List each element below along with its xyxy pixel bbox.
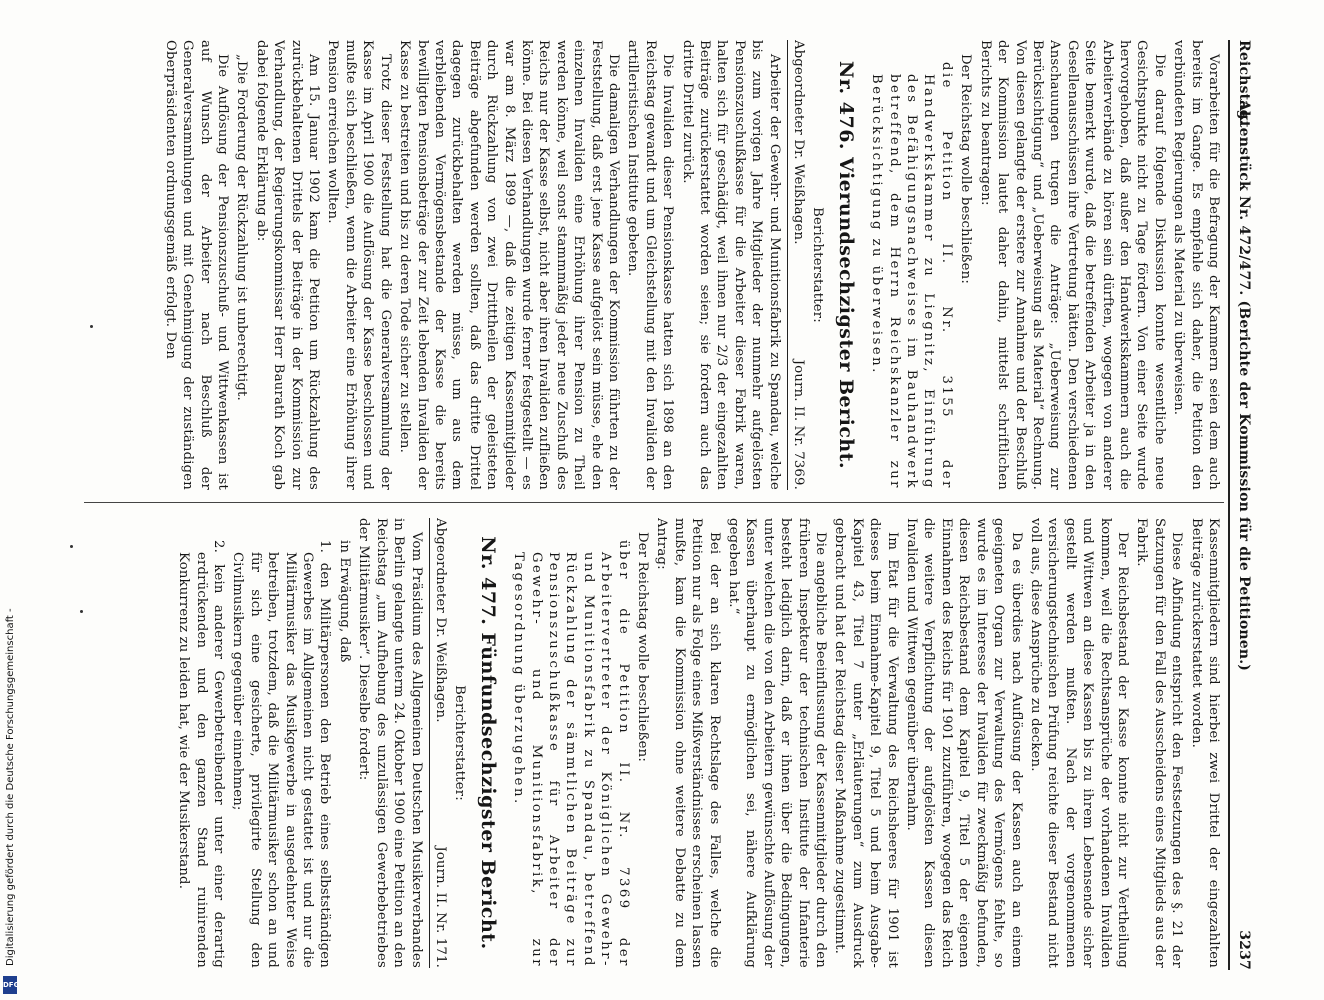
right-column [62, 518, 1222, 968]
paragraph: Der Reichstag wolle beschließen: [958, 54, 974, 285]
paragraph: Trotz dieser Feststellung hat die Generalversammlung der Kasse im April 1900 die Auflösung der Kasse beschlossen und mußte sich beschließen, wenn die Arbeiter eine Erhöhung ihrer Pension erreichen wollten. [325, 40, 393, 490]
paragraph: Bei der an sich klaren Rechtslage des Falles, welche die Petition nur als Folge eines Mißverständnisses erscheinen lassen mußte, kam die Kommission ohne weitere Debatte zu dem Antrag: [654, 518, 722, 968]
header-left: Reichstag. [1236, 40, 1252, 125]
credit-text: Digitalisierung gefördert durch die Deutsche Forschungsgemeinschaft - [5, 608, 16, 966]
scan-speck [70, 545, 73, 548]
digitization-credit [4, 394, 16, 994]
journal-number: Journ. II. Nr. 171. [432, 846, 448, 968]
paragraph: Die angebliche Beeinflussung der Kassenmitglieder durch den früheren Inspekteur der technischen Institute der Infanterie besteht lediglich darin, daß er ihnen über die Bedingungen, unter welchen die von den Arbeitern gewünschte Auflösung der Kassen überhaupt zu ermöglichen sei, nähere Aufklärung gegeben hat.“ [726, 518, 829, 968]
paragraph: Im Etat für die Verwaltung des Reichsheeres für 1901 ist dieses beim Einnahme-Kapitel 9, Titel 5 und beim Ausgabe-Kapitel 43, Titel 7 unter „Erläuterungen“ zum Ausdruck gebracht und hat der Reichstag dieser Maßnahme zugestimmt. [832, 518, 900, 968]
scan-speck [90, 325, 93, 328]
quote-paragraph: Die Auflösung der Pensionszuschuß- und Wittwenkassen ist auf Wunsch der Arbeiter nach Beschluß der Generalversammlungen und mit Genehmigung der zuständigen Oberpräsidenten ordnungsgemäß erfolgt. Den [162, 40, 231, 490]
paragraph: Da es überdies nach Auflösung der Kassen auch an einem geeigneten Organ zur Verwaltung des Vermögens fehlte, so wurde es im Interesse der Invaliden für zweckmäßig befunden, diesen Reichsbestand dem Kapitel 9, Titel 5 der eigenen Einnahmen des Reichs für 1901 zuzuführen, wogegen das Reich die weitere Verpflichtung der aufgelösten Kassen diesen Invaliden und Wittwen gegenüber übernahm. [904, 518, 1024, 968]
header-center: Aktenstück Nr. 472/477. (Berichte der Kommission für die Petitionen.) [1236, 100, 1252, 672]
paragraph: Der Reichstag wolle beschließen: [635, 532, 650, 763]
rotated-document-page [42, 40, 1252, 970]
list-item: 1. den Militärpersonen den Betrieb eines selbstständigen Gewerbes im Allgemeinen nicht gestattet ist und nur die Militärmusiker das Musikgewerbe in ausgedehnter Weise betreiben, trotzdem, daß die Militärmusiker schon an und für sich eine gesicherte, privilegirte Stellung den Civilmusikern gegenüber einnehmen; [230, 540, 333, 968]
paragraph: Die damaligen Verhandlungen der Kommission führten zu der Feststellung, daß erst jene Kasse aufgelöst sein müsse, ehe den einzelnen Invaliden eine Erhöhung ihrer Pension zu Theil werden könne, weil sonst stammmäßig jeder neue Zuschuß des Reichs nur der Kasse selbst, nicht aber ihren Invaliden zufließen könne. Bei diesen Verhandlungen wurde ferner festgestellt — es war am 8. März 1899 —, daß die zeitigen Kassenmitglieder durch Rückzahlung von zwei Dritttheilen der geleisteten Beiträge abgefunden werden sollten, daß das dritte Drittel dagegen zurückbehalten werden müsse, um aus dem verbleibenden Vermögensbestande der Kasse die bereits bewilligten Pensionsbeträge der zur Zeit lebenden Invaliden der Kasse zu bestreiten und bis zu deren Tode sicher zu stellen. [397, 40, 621, 490]
running-header [1230, 40, 1252, 970]
list-item: 2. kein anderer Gewerbetreibender unter einer derartig erdrückenden und den ganzen Stand ruinirenden Konkurrenz zu leiden hat, wie der Musikerstand. [176, 540, 227, 968]
reporter-label: Berichterstatter: [452, 685, 468, 801]
paragraph: Vorarbeiten für die Befragung der Kammern seien dem auch bereits im Gange. Es empfehle sich daher, die Petition den verbündeten Regierungen als Material zu überweisen. [1171, 40, 1221, 490]
paragraph: Die darauf folgende Diskussion konnte wesentliche neue Gesichtspunkte nicht zu Tage fördern. Von einer Seite wurde hervorgehoben, daß außer den Handwerkskammern auch die Arbeiterverbände zu hören sein dürften, wogegen von anderer Seite bemerkt wurde, daß die betreffenden Arbeiter ja in den Gesellenausschüssen ihre Vertretung hätten. Den verschiedenen Anschauungen trugen die Anträge: „Ueberweisung zur Berücksichtigung“ und „Ueberweisung als Material“ Rechnung. Von diesen gelangte der erstere zur Annahme und der Beschluß der Kommission lautet daher dahin, mittelst schriftlichen Berichts zu beantragen: [977, 40, 1167, 490]
reporter-label: Berichterstatter: [810, 207, 826, 323]
resolution-text: die Petition II. Nr. 3155 der Handwerkskammer zu Liegnitz, Einführung des Befähigungsnachweises im Bauhandwerk betreffend, dem Herrn Reichskanzler zur Berücksichtigung zu überweisen. [869, 62, 954, 490]
in-erwaegung: in Erwägung, daß [336, 540, 352, 663]
column-divider [84, 502, 1224, 503]
paragraph: Kassenmitgliedern sind hierbei zwei Drittel der eingezahlten Beiträge zurückerstattet worden. [1188, 518, 1221, 968]
paragraph: Die Invaliden dieser Pensionskasse hatten sich 1898 an den Reichstag gewandt und um Gleichstellung mit den Invaliden der artilleristischen Institute gebeten. [625, 40, 676, 490]
reporter-line [787, 40, 807, 490]
paragraph: Am 15. Januar 1902 kam die Petition um Rückzahlung des zurückbehaltenen Drittels der Beiträge in der Kommission zur Verhandlung, der Regierungskommissar Herr Baurath Koch gab dabei folgende Erklärung ab: [253, 40, 322, 490]
journal-number: Journ. II. Nr. 7369. [791, 359, 807, 490]
report-title: Nr. 476. Vierundsechzigster Bericht. [834, 60, 857, 470]
reporter-name: Abgeordneter Dr. Weißhagen. [791, 40, 807, 245]
paragraph: Diese Abfindung entspricht den Festsetzungen des §. 21 der Satzungen für den Fall des Ausscheidens eines Mitglieds aus der Fabrik. [1134, 518, 1185, 968]
paragraph: Vom Präsidium des Allgemeinen Deutschen Musikerverbandes in Berlin gelangte unterm 24. Oktober 1900 eine Petition an den Reichstag „um Aufhebung des unzulässigen Gewerbebetriebes der Militärmusiker“. Dieselbe fordert: [356, 518, 424, 968]
reporter-name: Abgeordneter Dr. Weißhagen. [432, 518, 448, 723]
reporter-line [429, 518, 449, 968]
paragraph: Der Reichsbestand der Kasse konnte nicht zur Vertheilung kommen, weil die Rechtsansprüche der vorhandenen Invaliden und Wittwen an diese Kassen bis zu ihrem Lebensende sicher gestellt werden mußten. Nach der vorgenommenen versicherungstechnischen Prüfung reichte dieser Bestand nicht voll aus, diese Ansprüche zu decken. [1027, 518, 1130, 968]
quote-paragraph: „Die Forderung der Rückzahlung ist unberechtigt. [234, 54, 250, 401]
report-title: Nr. 477. Fünfundsechzigster Bericht. [476, 536, 499, 950]
page-number: 3237 [1236, 930, 1252, 970]
dfg-logo: DFG [3, 976, 17, 994]
left-column [62, 40, 1222, 490]
paragraph: Arbeiter der Gewehr- und Munitionsfabrik zu Spandau, welche bis zum vorigen Jahre Mitglieder der nunmehr aufgelösten Pensionszuschußkasse für die Arbeiter dieser Fabrik waren, halten sich für geschädigt, weil ihnen nur 2/3 der eingezahlten Beiträge zurückerstattet worden seien; sie fordern auch das dritte Drittel zurück. [679, 40, 782, 490]
header-rule [1228, 40, 1230, 970]
resolution-text: über die Petition II. Nr. 7369 der Arbeitervertreter der Königlichen Gewehr- und Munitionsfabrik zu Spandau, betreffend Rückzahlung der sämmtlichen Beiträge zur Pensionszuschußkasse für Arbeiter der Gewehr- und Munitionsfabrik, zur Tagesordnung überzugehen. [511, 540, 631, 968]
scan-speck [80, 610, 83, 613]
